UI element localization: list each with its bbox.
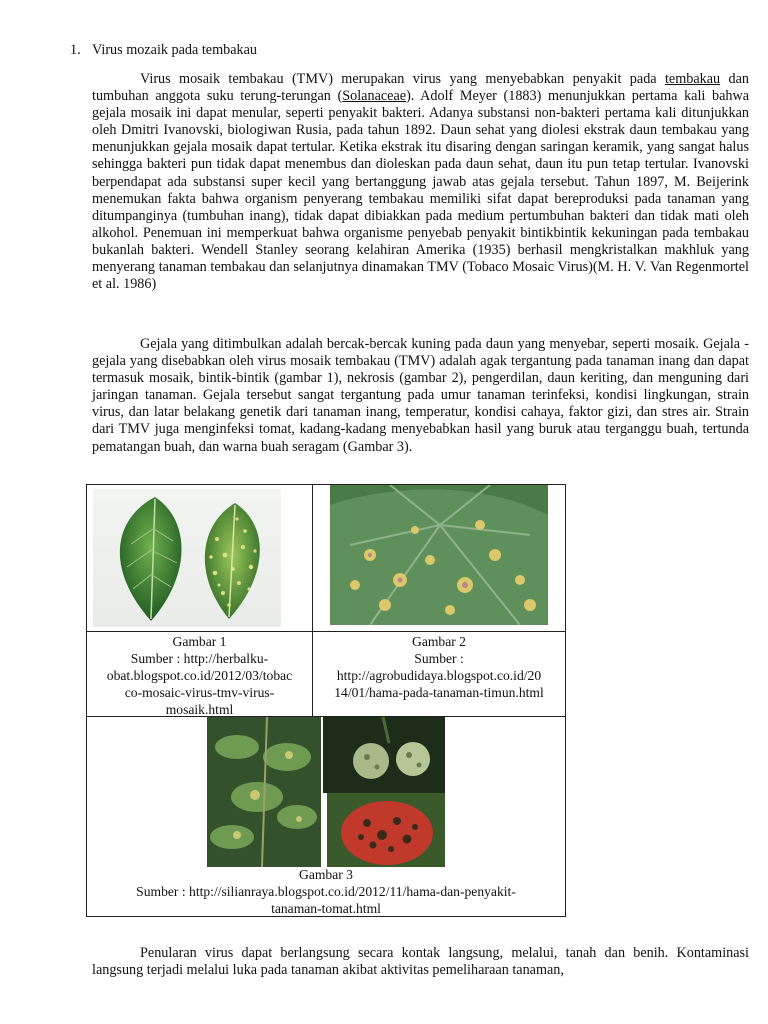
section-heading xyxy=(70,42,257,59)
figure-2-caption xyxy=(313,633,565,701)
figure-1-source-3: co-mosaic-virus-tmv-virus- xyxy=(124,685,275,700)
cucumber-leaf-illustration xyxy=(330,485,548,625)
tobacco-leaves-illustration xyxy=(93,489,281,627)
p3-text: Penularan virus dapat berlangsung secara kontak langsung, melalui, tanah dan benih. Kontaminasi langsung terjadi melalui luka pada tanaman akibat aktivitas pemeliharaan tanaman, xyxy=(92,945,749,979)
red-tomato-illustration xyxy=(327,793,445,867)
green-tomatoes-illustration xyxy=(323,717,445,793)
figure-1-source-2: obat.blogspot.co.id/2012/03/tobac xyxy=(106,668,293,683)
paragraph-symptoms xyxy=(92,336,749,456)
link-solanaceae[interactable]: Solanaceae xyxy=(342,88,407,105)
figure-2-source-2: http://agrobudidaya.blogspot.co.id/20 xyxy=(336,668,542,683)
figure-2-title: Gambar 2 xyxy=(412,634,466,649)
figure-3-source-1: Sumber : http://silianraya.blogspot.co.id/2012/11/hama-dan-penyakit- xyxy=(136,884,516,899)
figure-3-green-tomatoes-image xyxy=(323,717,445,793)
section-title: Virus mozaik pada tembakau xyxy=(92,42,258,58)
figure-table xyxy=(86,484,566,917)
table-divider-row1 xyxy=(87,631,565,632)
tomato-plant-illustration xyxy=(207,717,321,867)
figure-3-red-tomato-image xyxy=(327,793,445,867)
figure-1-title: Gambar 1 xyxy=(172,634,227,649)
paragraph-transmission xyxy=(92,945,749,979)
p1-text-c: ). Adolf Meyer (1883) menunjukkan pertama kali bahwa gejala mosaik ini dapat menular, seperti penyakit bakteri. Adanya substansi non-bakteri pertama kali ditunjukkan oleh Dmitri Ivanovski, biologiwan Rusia, pada tahun 1892. Daun sehat yang diolesi ekstrak daun tembakau yang menunjukkan gejala mosaik dapat tertular. Ketika ekstrak itu disaring dengan saringan keramik, yang sangat halus sehingga bakteri pun tidak dapat menembus dan dioleskan pada daun sehat, daun itu pun tetap tertular. Ivanovski berpendapat ada substansi super kecil yang bertanggung jawab atas gejala tersebut. Tahun 1897, M. Beijerink menemukan fakta bahwa organism penyerang tembakau memiliki sifat dapat bereproduksi pada tanaman yang ditumpanginya (tumbuhan inang), tidak dapat dibiakkan pada medium pertumbuhan bakteri dan tidak mati oleh alkohol. Penemuan ini memperkuat bahwa organisme penyebab penyakit bintikbintik kekuningan pada tembakau bukanlah bakteri. Wendell Stanley seorang kelahiran Amerika (1935) berhasil mengkristalkan makhluk yang menyerang tanaman tembakau dan selanjutnya dinamakan TMV (Tobaco Mosaic Virus)(M. H. V. Van Regenmortel et al. 1986) xyxy=(92,88,750,293)
figure-1-image xyxy=(93,489,281,627)
figure-1-caption xyxy=(87,633,312,718)
figure-3-title: Gambar 3 xyxy=(299,867,353,882)
p1-text-b: dan tumbuhan anggota suku terung-terungan ( xyxy=(92,71,749,105)
p2-text: Gejala yang ditimbulkan adalah bercak-bercak kuning pada daun yang menyebar, seperti mosaik. Gejala - gejala yang disebabkan oleh virus mosaik tembakau (TMV) adalah agak tergantung pada tanaman inang dan dapat termasuk mosaik, bintik-bintik (gambar 1), nekrosis (gambar 2), pengerdilan, daun keriting, dan menguning dari jaringan tanaman. Gejala tersebut sangat tergantung pada umur tanaman terinfeksi, kondisi lingkungan, strain virus, dan latar belakang genetik dari tanaman inang, temperatur, kondisi cahaya, faktor gizi, dan stres air. Strain dari TMV juga menginfeksi tomat, kadang-kadang menyebabkan hasil yang buruk atau terganggu buah, tertunda pematangan buah, dan warna buah seragam (Gambar 3). xyxy=(92,336,749,455)
figure-2-source-3: 14/01/hama-pada-tanaman-timun.html xyxy=(334,685,544,700)
section-number: 1. xyxy=(70,42,81,58)
figure-2-source-1: Sumber : xyxy=(414,651,464,666)
link-tembakau[interactable]: tembakau xyxy=(664,71,721,87)
figure-3-caption xyxy=(87,866,565,917)
paragraph-tmv-history xyxy=(92,71,749,293)
figure-3-source-2: tanaman-tomat.html xyxy=(271,901,381,916)
p1-text-a: Virus mosaik tembakau (TMV) merupakan virus yang menyebabkan penyakit pada xyxy=(140,71,665,87)
figure-1-source-1: Sumber : http://herbalku- xyxy=(130,651,269,666)
figure-2-image xyxy=(330,485,548,625)
figure-1-source-4: mosaik.html xyxy=(165,702,234,717)
figure-3-plant-image xyxy=(207,717,321,867)
